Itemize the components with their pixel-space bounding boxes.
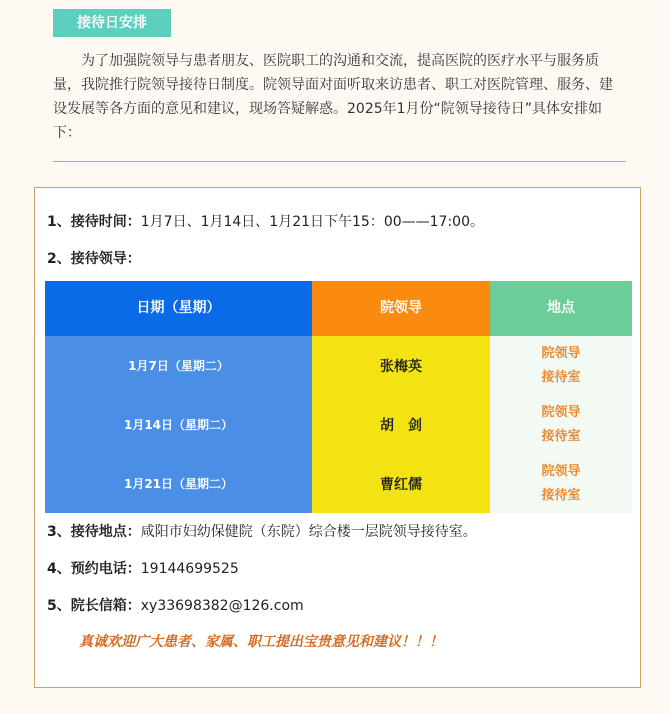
- reception-location-value: 咸阳市妇幼保健院（东院）综合楼一层院领导接待室。: [140, 524, 477, 540]
- reception-location-label: 3、接待地点：: [47, 524, 141, 540]
- place-line: 院领导: [541, 345, 581, 361]
- place-column: [490, 336, 632, 513]
- reception-leaders-label: 2、接待领导：: [47, 251, 141, 267]
- place-line: 接待室: [541, 428, 581, 444]
- divider: [53, 161, 626, 162]
- header-leader: 院领导: [312, 281, 490, 336]
- reception-time-value: 1月7日、1月14日、1月21日下午15：00——17:00。: [140, 214, 484, 230]
- table-cell-leader: 张梅英: [380, 358, 422, 375]
- header-place: 地点: [490, 281, 632, 336]
- closing-message: 真诚欢迎广大患者、家属、职工提出宝贵意见和建议！！！: [79, 634, 443, 650]
- table-cell-place: [490, 336, 632, 395]
- schedule-info-box: [34, 187, 641, 688]
- booking-phone-value: 19144699525: [140, 561, 239, 577]
- booking-phone-label: 4、预约电话：: [47, 561, 141, 577]
- section-title: 接待日安排: [53, 9, 171, 37]
- schedule-table: [45, 281, 632, 513]
- table-cell-leader: 胡 剑: [380, 417, 422, 434]
- header-date: 日期（星期）: [45, 281, 312, 336]
- booking-phone: [47, 559, 239, 579]
- table-cell-date: 1月14日（星期二）: [123, 418, 234, 432]
- director-mailbox-label: 5、院长信箱：: [47, 598, 141, 614]
- reception-location: [47, 522, 477, 542]
- table-cell-leader: 曹红儒: [380, 476, 422, 493]
- place-line: 接待室: [541, 487, 581, 503]
- table-cell-place: [490, 454, 632, 513]
- date-column: [45, 336, 312, 513]
- leader-column: [312, 336, 490, 513]
- director-mailbox-value: xy33698382@126.com: [140, 598, 304, 614]
- intro-paragraph: 为了加强院领导与患者朋友、医院职工的沟通和交流，提高医院的医疗水平与服务质量，我院推行院领导接待日制度。院领导面对面听取来访患者、职工对医院管理、服务、建设发展等各方面的意见和建议，现场答疑解惑。2025年1月份“院领导接待日”具体安排如下：: [53, 53, 613, 141]
- reception-leaders: [47, 249, 141, 269]
- place-line: 院领导: [541, 404, 581, 420]
- director-mailbox: [47, 596, 304, 616]
- table-cell-place: [490, 395, 632, 454]
- table-cell-date: 1月7日（星期二）: [128, 359, 229, 373]
- place-line: 院领导: [541, 463, 581, 479]
- reception-time: [47, 212, 484, 232]
- table-cell-date: 1月21日（星期二）: [123, 477, 234, 491]
- place-line: 接待室: [541, 369, 581, 385]
- reception-time-label: 1、接待时间：: [47, 214, 141, 230]
